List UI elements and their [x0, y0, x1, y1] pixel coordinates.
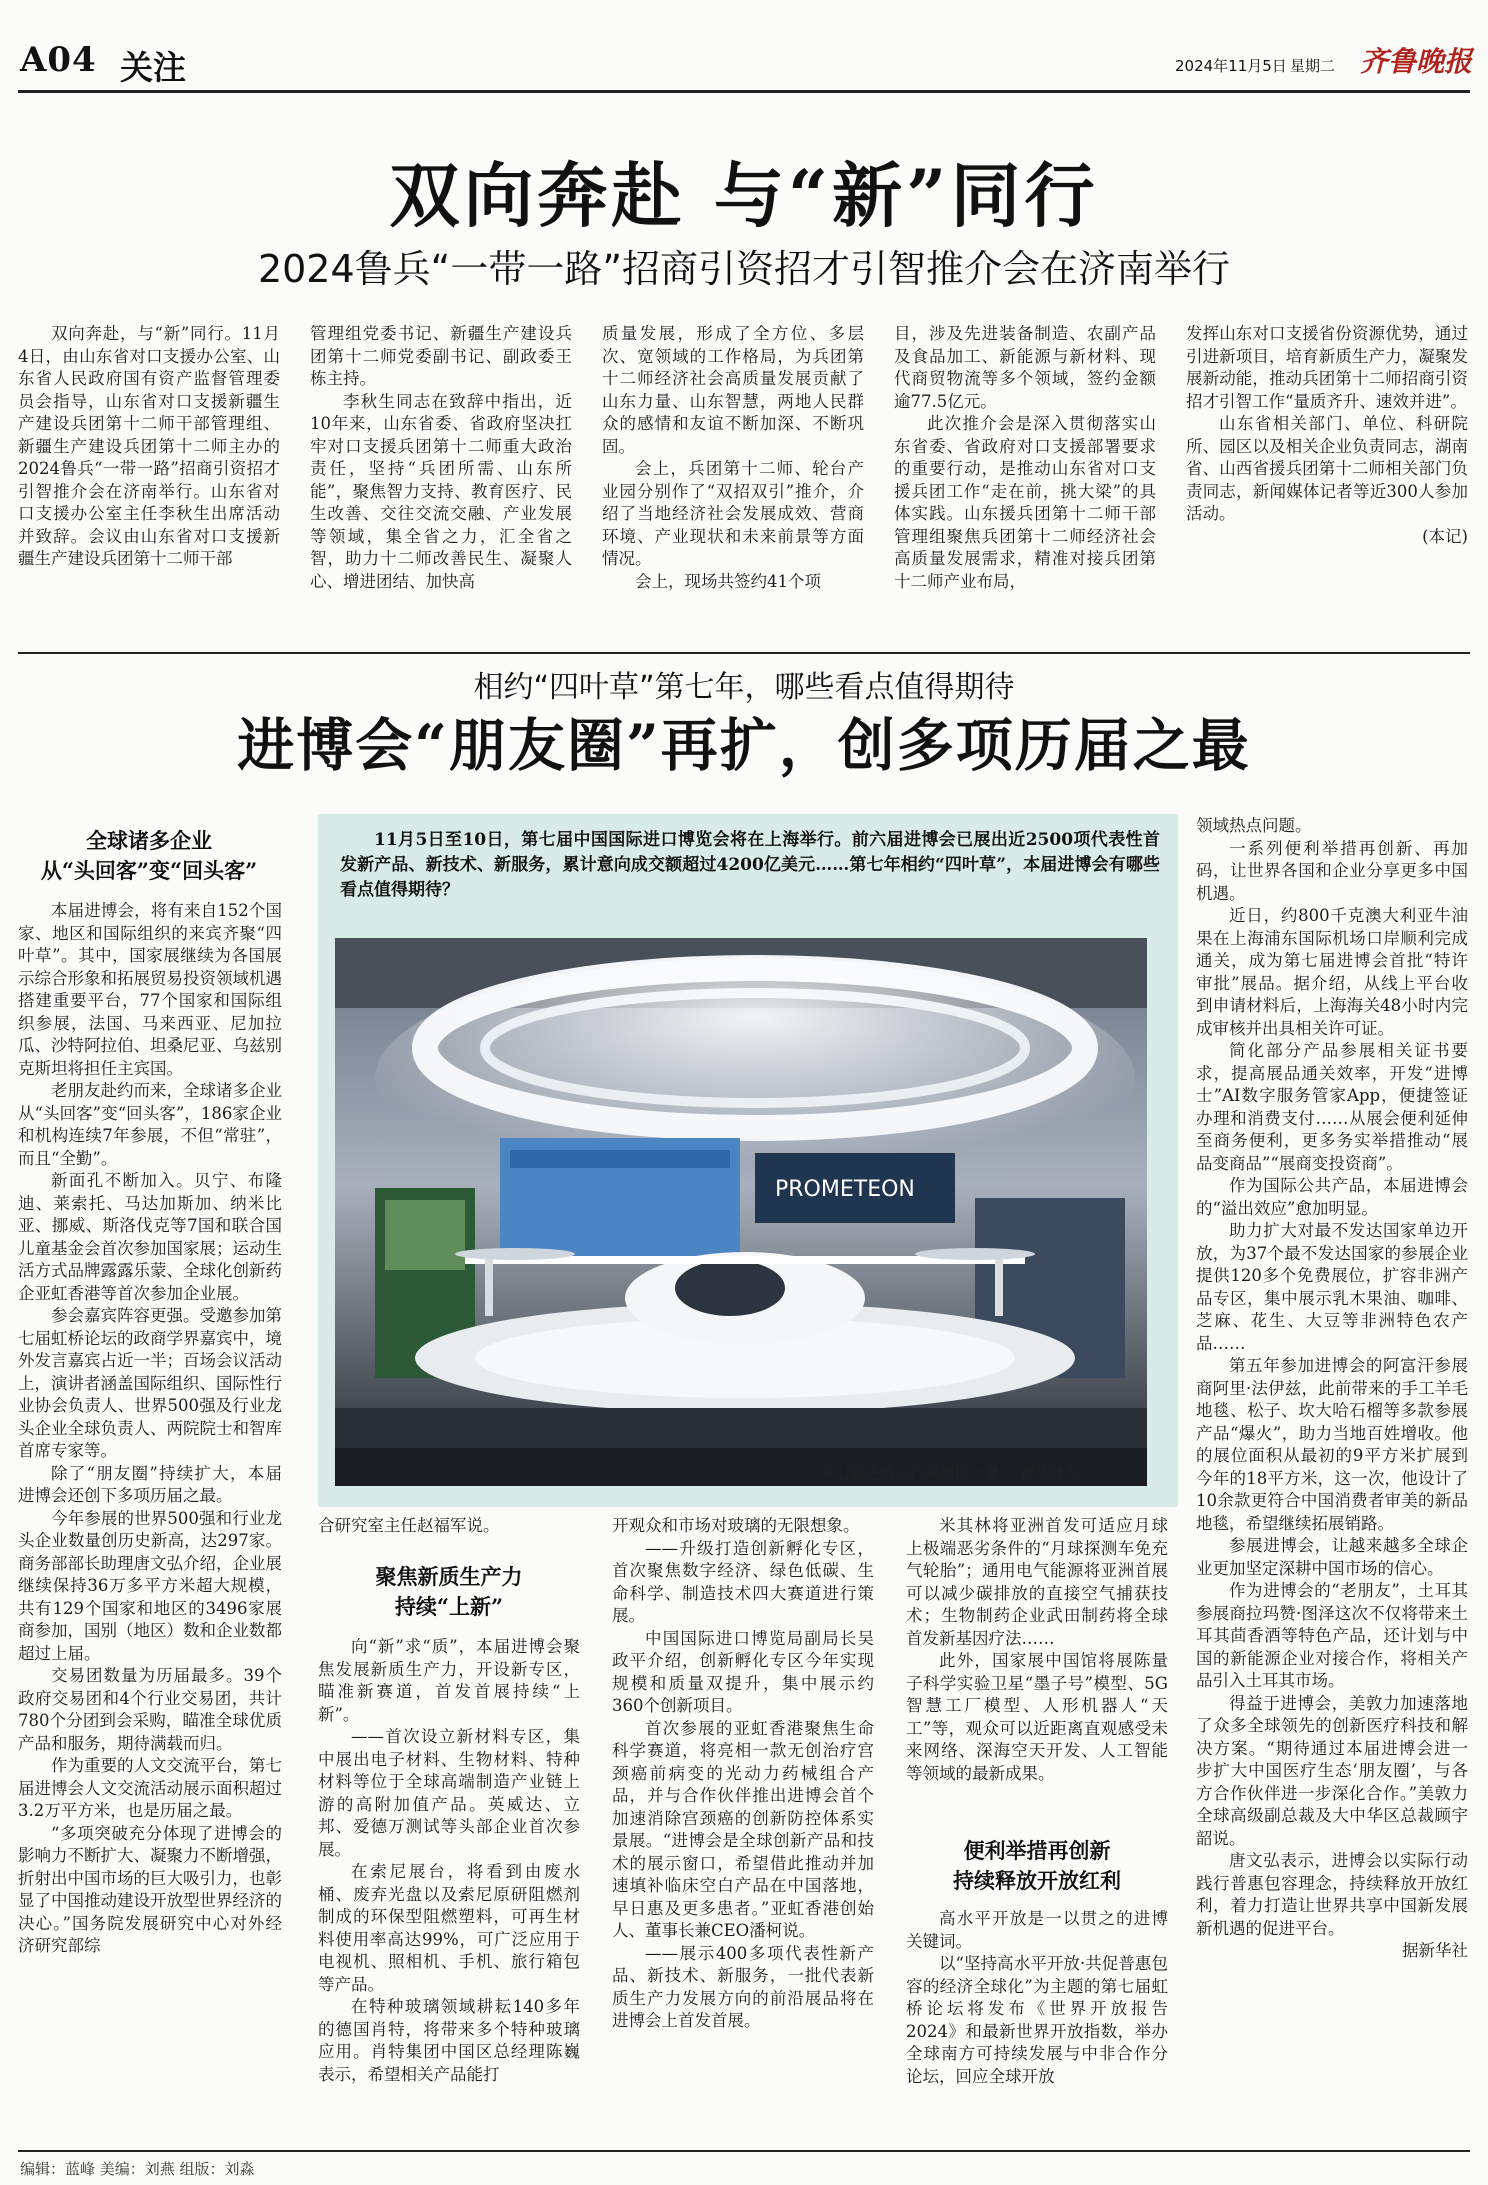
story2-lead: 11月5日至10日，第七届中国国际进口博览会将在上海举行。前六届进博会已展出近2500项代表性首发新产品、新技术、新服务，累计意向成交额超过4200亿美元……第七年相约“四叶草”，本届进博会有哪些看点值得期待？ [340, 830, 1160, 900]
subhead-c-line1: 便利举措再创新 [963, 1838, 1111, 1863]
story2-para: 米其林将亚洲首发可适应月球上极端恶劣条件的“月球探测车免充气轮胎”；通用电气能源将亚洲首展可以减少碳排放的直接空气捕获技术；生物制药企业武田制药将全球首发新基因疗法…… [906, 1516, 1168, 1648]
issue-weekday: 星期二 [1290, 57, 1336, 75]
subhead-a-line1: 全球诸多企业 [86, 828, 212, 853]
story1-para: 发挥山东对口支援省份资源优势，通过引进新项目，培育新质生产力，凝聚发展新动能，推动兵团第十二师招商引资招才引智工作“量质齐升、速效并进”。 [1186, 324, 1468, 411]
story2-column-d [906, 1515, 1168, 1785]
section-name: 关注 [120, 48, 186, 87]
subhead-b-line1: 聚焦新质生产力 [375, 1564, 523, 1589]
story2-para: 参会嘉宾阵容更强。受邀参加第七届虹桥论坛的政商学界嘉宾中，境外发言嘉宾占近一半；百场会议活动上，演讲者涵盖国际组织、国际性行业协会负责人、世界500强及行业龙头企业全球负责人、两院院士和智库首席专家等。 [18, 1306, 282, 1460]
photo-sign-text: PROMETEON [775, 1177, 915, 1202]
story2-para: ——首次设立新材料专区，集中展出电子材料、生物材料、特种材料等位于全球高端制造产业链上游的高附加值产品。英威达、立邦、爱德万测试等头部企业首次参展。 [318, 1727, 580, 1859]
story1-para: 此次推介会是深入贯彻落实山东省委、省政府对口支援部署要求的重要行动，是推动山东省对口支援兵团工作“走在前，挑大梁”的具体实践。山东援兵团第十二师干部管理组聚焦兵团第十二师经济社会高质量发展需求，精准对接兵团第十二师产业布局， [894, 414, 1156, 591]
story1-para: 会上，兵团第十二师、轮台产业园分别作了“双招双引”推介，介绍了当地经济社会发展成效、营商环境、产业现状和未来前景等方面情况。 [602, 459, 864, 568]
footer-rule [18, 2150, 1470, 2152]
story1-para: 会上，现场共签约41个项 [635, 571, 821, 591]
story2-column-d-body [906, 1908, 1168, 2088]
story2-para: 近日，约800千克澳大利亚牛油果在上海浦东国际机场口岸顺利完成通关，成为第七届进博会首批“特许审批”展品。据介绍，从线上平台收到申请材料后，上海海关48小时内完成审核并出具相关许可证。 [1196, 906, 1468, 1038]
story1-para: 目，涉及先进装备制造、农副产品及食品加工、新能源与新材料、现代商贸物流等多个领域，签约金额逾77.5亿元。 [894, 324, 1156, 411]
story2-para: ——展示400多项代表性新产品、新技术、新服务，一批代表新质生产力发展方向的前沿展品将在进博会上首发首展。 [612, 1943, 874, 2030]
story1-para: 质量发展，形成了全方位、多层次、宽领域的工作格局，为兵团第十二师经济社会高质量发展贡献了山东力量、山东智慧，两地人民群众的感情和友谊不断加深、不断巩固。 [602, 324, 864, 456]
story2-para: 简化部分产品参展相关证书要求，提高展品通关效率，开发“进博士”AI数字服务管家App，便捷签证办理和消费支付……从展会便利延伸至商务便利，更多务实举措推动“展品变商品”“展商变投资商”。 [1196, 1041, 1468, 1173]
story2-para: 一系列便利举措再创新、再加码，让世界各国和企业分享更多中国机遇。 [1196, 838, 1468, 903]
story2-pretitle: 相约“四叶草”第七年，哪些看点值得期待 [473, 670, 1015, 705]
story2-para: 合研究室主任赵福军说。 [318, 1516, 500, 1535]
story2-para: 作为国际公共产品，本届进博会的“溢出效应”愈加明显。 [1196, 1176, 1468, 1218]
story2-para: 得益于进博会，美敦力加速落地了众多全球领先的创新医疗科技和解决方案。“期待通过本届进博会进一步扩大中国医疗生态‘朋友圈’，与各方合作伙伴进一步深化合作。”美敦力全球高级副总裁及大中华区总裁顾宇韶说。 [1196, 1693, 1468, 1848]
story2-para: 以“坚持高水平开放·共促普惠包容的经济全球化”为主题的第七届虹桥论坛将发布《世界开放报告2024》和最新世界开放指数，举办全球南方可持续发展与中非合作分论坛，回应全球开放 [906, 1954, 1168, 2086]
story1-para: 李秋生同志在致辞中指出，近10年来，山东省委、省政府坚决扛牢对口支援兵团第十二师重大政治责任，坚持“兵团所需、山东所能”，聚焦智力支持、教育医疗、民生改善、交往交流交融、产业发展等领域，集全省之力，汇全省之智，助力十二师改善民生、凝聚人心、增进团结、加快高 [310, 391, 572, 591]
story2-column-b [318, 1515, 580, 1538]
story1-para: 管理组党委书记、新疆生产建设兵团第十二师党委副书记、副政委王栋主持。 [310, 324, 572, 388]
story2-para: 参展进博会，让越来越多全球企业更加坚定深耕中国市场的信心。 [1196, 1536, 1468, 1578]
story2-para: 在索尼展台，将看到由废水桶、废弃光盘以及索尼原研阻燃剂制成的环保型阻燃塑料，可再生材料使用率高达99%，可广泛应用于电视机、照相机、手机、旅行箱包等产品。 [318, 1862, 580, 1994]
story2-column-b-body [318, 1636, 580, 2086]
masthead-logo: 齐鲁晚报 [1360, 45, 1473, 78]
subhead-b [318, 1562, 580, 1622]
subhead-a [18, 826, 280, 886]
story2-column-c [612, 1515, 874, 2033]
subhead-c [906, 1836, 1168, 1896]
story2-para: 老朋友赴约而来，全球诸多企业从“头回客”变“回头客”，186家企业和机构连续7年参展，不但“常驻”，而且“全勤”。 [18, 1081, 282, 1168]
header-rule [18, 90, 1470, 93]
story2-para: 本届进博会，将有来自152个国家、地区和国际组织的来宾齐聚“四叶草”。其中，国家展继续为各国展示综合形象和拓展贸易投资领域机遇搭建重要平台，77个国家和国际组织参展，法国、马来西亚、尼加拉瓜、沙特阿拉伯、坦桑尼亚、乌兹别克斯坦将担任主宾国。 [18, 901, 282, 1078]
subhead-b-line2: 持续“上新” [394, 1594, 504, 1619]
story2-para: 除了“朋友圈”持续扩大，本届进博会还创下多项历届之最。 [18, 1463, 282, 1505]
story2-para: 首次参展的亚虹香港聚焦生命科学赛道，将亮相一款无创治疗宫颈癌前病变的光动力药械组合产品，并与合作伙伴推出进博会首个加速消除宫颈癌的创新防控体系实景展。“进博会是全球创新产品和技术的展示窗口，希望借此推动并加速填补临床空白产品在中国落地，早日惠及更多患者。”亚虹香港创始人、董事长兼CEO潘柯说。 [612, 1718, 874, 1940]
story2-para: “多项突破充分体现了进博会的影响力不断扩大、凝聚力不断增强，折射出中国市场的巨大吸引力，也彰显了中国推动建设开放型世界经济的决心。”国务院发展研究中心对外经济研究部综 [18, 1823, 282, 1955]
story1-column-3 [602, 323, 864, 593]
story2-para: 开观众和市场对玻璃的无限想象。 [612, 1516, 860, 1535]
story2-left-column [18, 900, 282, 1958]
story1-headline: 双向奔赴 与“新”同行 [389, 154, 1099, 237]
story2-para: 高水平开放是一以贯之的进博关键词。 [906, 1909, 1168, 1951]
expo-photo-illustration [335, 938, 1147, 1486]
story2-para: 中国国际进口博览局副局长吴政平介绍，创新孵化专区今年实现规模和质量双提升，集中展示约360个创新项目。 [612, 1628, 874, 1715]
story2-para: 作为进博会的“老朋友”，土耳其参展商拉玛赞·图泽这次不仅将带来土耳其茴香酒等特色产品，还计划与中国的新能源企业对接合作，将相关产品引入土耳其市场。 [1196, 1581, 1468, 1690]
subhead-a-line2: 从“头回客”变“回头客” [40, 858, 258, 883]
story1-column-2 [310, 323, 572, 593]
story2-byline: 据新华社 [1402, 1941, 1468, 1960]
story2-headline: 进博会“朋友圈”再扩，创多项历届之最 [237, 712, 1251, 779]
expo-photo [335, 938, 1147, 1486]
story2-para: 向“新”求“质”，本届进博会聚焦发展新质生产力，开设新专区，瞄准新赛道，首发首展持续“上新”。 [318, 1637, 580, 1724]
footer-credits: 编辑：蓝峰 美编：刘燕 组版：刘淼 [20, 2160, 255, 2178]
story1-column-4 [894, 323, 1156, 593]
story2-para: 领域热点问题。 [1196, 816, 1312, 835]
story2-para: 在特种玻璃领域耕耘140多年的德国肖特，将带来多个特种玻璃应用。肖特集团中国区总经理陈巍表示，希望相关产品能打 [318, 1997, 580, 2084]
story1-column-1 [18, 323, 280, 571]
story2-right-column [1196, 815, 1468, 1963]
story2-para: 此外，国家展中国馆将展陈量子科学实验卫星“墨子号”模型、5G智慧工厂模型、人形机器人“天工”等，观众可以近距离直观感受未来网络、深海空天开发、人工智能等领域的最新成果。 [906, 1651, 1168, 1783]
story2-para: 助力扩大对最不发达国家单边开放，为37个最不发达国家的参展企业提供120多个免费展位，扩容非洲产品专区，集中展示乳木果油、咖啡、芝麻、花生、大豆等非洲特色农产品…… [1196, 1221, 1468, 1353]
page-number: A04 [20, 40, 97, 80]
story1-subhead: 2024鲁兵“一带一路”招商引资招才引智推介会在济南举行 [257, 247, 1231, 291]
story1-byline: (本记) [1422, 526, 1468, 546]
story1-para: 山东省相关部门、单位、科研院所、园区以及相关企业负责同志，湖南省、山西省援兵团第十二师相关部门负责同志，新闻媒体记者等近300人参加活动。 [1186, 414, 1468, 523]
story1-column-5 [1186, 323, 1468, 548]
photo-caption: 第七届进博会汽车展区一景。 新华社发 [820, 1464, 1080, 1482]
subhead-c-line2: 持续释放开放红利 [953, 1868, 1121, 1893]
story2-para: 唐文弘表示，进博会以实际行动践行普惠包容理念，持续释放开放红利，着力打造让世界共享中国新发展新机遇的促进平台。 [1196, 1851, 1468, 1938]
issue-date: 2024年11月5日 [1175, 57, 1287, 75]
story2-para: 新面孔不断加入。贝宁、布隆迪、莱索托、马达加斯加、纳米比亚、挪威、斯洛伐克等7国和联合国儿童基金会首次参加国家展；运动生活方式品牌露露乐蒙、全球化创新药企亚虹香港等首次参加企业展。 [18, 1171, 282, 1303]
story2-para: 第五年参加进博会的阿富汗参展商阿里·法伊兹，此前带来的手工羊毛地毯、松子、坎大哈石榴等多款参展产品“爆火”，助力当地百姓增收。他的展位面积从最初的9平方米扩展到今年的18平方米，这一次，他设计了10余款更符合中国消费者审美的新品地毯，希望继续拓展销路。 [1196, 1356, 1468, 1533]
story1-para: 双向奔赴，与“新”同行。11月4日，由山东省对口支援办公室、山东省人民政府国有资产监督管理委员会指导，山东省对口支援新疆生产建设兵团第十二师干部管理组、新疆生产建设兵团第十二师主办的2024鲁兵“一带一路”招商引资招才引智推介会在济南举行。山东省对口支援办公室主任李秋生出席活动并致辞。会议由山东省对口支援新疆生产建设兵团第十二师干部 [18, 324, 280, 568]
story2-para: 今年参展的世界500强和行业龙头企业数量创历史新高，达297家。商务部部长助理唐文弘介绍，企业展继续保持36万多平方米超大规模，共有129个国家和地区的3496家展商参加，国别（地区）数和企业数都超过上届。 [18, 1508, 282, 1663]
story2-para: ——升级打造创新孵化专区，首次聚焦数字经济、绿色低碳、生命科学、制造技术四大赛道进行策展。 [612, 1538, 874, 1625]
story2-para: 交易团数量为历届最多。39个政府交易团和4个行业交易团，共计780个分团到会采购，瞄准全球优质产品和服务，期待满载而归。 [18, 1666, 282, 1753]
story2-para: 作为重要的人文交流平台，第七届进博会人文交流活动展示面积超过3.2万平方米，也是历届之最。 [18, 1756, 282, 1820]
story-divider [18, 652, 1470, 654]
